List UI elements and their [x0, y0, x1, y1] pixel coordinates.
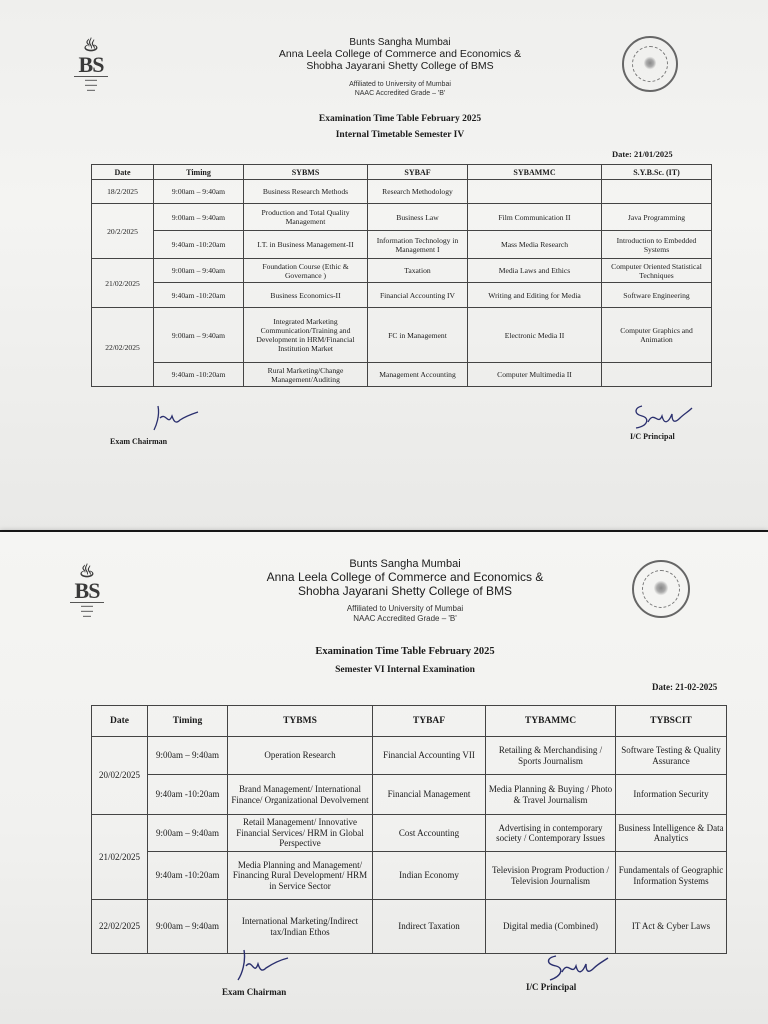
table-row: [92, 283, 712, 308]
header-course-1: SYBMS: [244, 165, 368, 180]
college-seal-icon: [622, 36, 678, 92]
table-row: [92, 775, 727, 815]
cell-subject: Management Accounting: [368, 363, 468, 387]
cell-subject: Digital media (Combined): [486, 900, 616, 954]
cell-subject: Information Security: [616, 775, 727, 815]
cell-timing: 9:00am – 9:40am: [154, 308, 244, 363]
naac-grade: NAAC Accredited Grade – 'B': [353, 614, 457, 623]
cell-subject: Advertising in contemporary society / Contemporary Issues: [486, 815, 616, 852]
lamp-flame-icon: ♨: [78, 561, 96, 581]
cell-timing: 9:40am -10:20am: [148, 775, 228, 815]
cell-timing: 9:40am -10:20am: [154, 283, 244, 308]
cell-date: 20/2/2025: [92, 204, 154, 259]
cell-subject: Research Methodology: [368, 180, 468, 204]
cell-subject: Computer Multimedia II: [468, 363, 602, 387]
cell-date: 22/02/2025: [92, 308, 154, 387]
principal-signature: [540, 950, 610, 986]
exam-chairman-label: Exam Chairman: [110, 437, 168, 446]
cell-subject: Business Law: [368, 204, 468, 231]
header-timing: Timing: [154, 165, 244, 180]
header-course-3: TYBAMMC: [486, 706, 616, 737]
lamp-flame-icon: ♨: [82, 35, 100, 55]
affiliation: Affiliated to University of Mumbai: [346, 604, 464, 613]
exam-chairman-signature: [232, 946, 292, 986]
cell-subject: Introduction to Embedded Systems: [602, 231, 712, 259]
table-row: [92, 259, 712, 283]
cell-timing: 9:00am – 9:40am: [154, 204, 244, 231]
table-row: [92, 180, 712, 204]
table-row: [92, 815, 727, 852]
cell-subject: Television Program Production / Television Journalism: [486, 852, 616, 900]
cell-subject: [602, 363, 712, 387]
table-row: [92, 231, 712, 259]
cell-subject: Software Engineering: [602, 283, 712, 308]
affiliation: Affiliated to University of Mumbai: [349, 81, 451, 88]
principal-label: I/C Principal: [630, 432, 675, 441]
timetable-table: [91, 164, 712, 387]
cell-timing: 9:00am – 9:40am: [154, 259, 244, 283]
cell-subject: Cost Accounting: [373, 815, 486, 852]
header-course-4: S.Y.B.Sc. (IT): [602, 165, 712, 180]
cell-timing: 9:00am – 9:40am: [148, 815, 228, 852]
cell-date: 21/02/2025: [92, 815, 148, 900]
header-course-4: TYBSCIT: [616, 706, 727, 737]
cell-date: 18/2/2025: [92, 180, 154, 204]
exam-subtitle: Internal Timetable Semester IV: [335, 130, 465, 140]
cell-subject: Java Programming: [602, 204, 712, 231]
header-date: Date: [92, 165, 154, 180]
cell-timing: 9:40am -10:20am: [154, 363, 244, 387]
cell-subject: Financial Management: [373, 775, 486, 815]
cell-subject: Retail Management/ Innovative Financial Services/ HRM in Global Perspective: [228, 815, 373, 852]
principal-label: I/C Principal: [526, 982, 577, 992]
table-row: [92, 308, 712, 363]
table-row: [92, 737, 727, 775]
exam-chairman-signature: [150, 402, 200, 436]
cell-subject: Business Research Methods: [244, 180, 368, 204]
cell-subject: Brand Management/ International Finance/ Organizational Devolvement: [228, 775, 373, 815]
cell-subject: FC in Management: [368, 308, 468, 363]
cell-subject: Mass Media Research: [468, 231, 602, 259]
table-row: [92, 363, 712, 387]
college-name-line2: Shobha Jayarani Shetty College of BMS: [306, 60, 494, 72]
logo-monogram: BS: [74, 54, 108, 77]
cell-subject: Business Intelligence & Data Analytics: [616, 815, 727, 852]
table-header-row: [92, 165, 712, 180]
header-course-2: TYBAF: [373, 706, 486, 737]
cell-timing: 9:00am – 9:40am: [148, 737, 228, 775]
cell-subject: Financial Accounting IV: [368, 283, 468, 308]
cell-date: 21/02/2025: [92, 259, 154, 308]
college-header: [200, 37, 600, 98]
cell-date: 20/02/2025: [92, 737, 148, 815]
cell-subject: Indirect Taxation: [373, 900, 486, 954]
cell-subject: Software Testing & Quality Assurance: [616, 737, 727, 775]
header-timing: Timing: [148, 706, 228, 737]
cell-date: 22/02/2025: [92, 900, 148, 954]
cell-timing: 9:00am – 9:40am: [154, 180, 244, 204]
cell-subject: Financial Accounting VII: [373, 737, 486, 775]
cell-subject: Computer Graphics and Animation: [602, 308, 712, 363]
org-name: Bunts Sangha Mumbai: [349, 558, 461, 570]
cell-subject: Fundamentals of Geographic Information Systems: [616, 852, 727, 900]
cell-subject: Film Communication II: [468, 204, 602, 231]
timetable-sheet-semester-vi: [0, 532, 768, 1024]
cell-subject: I.T. in Business Management-II: [244, 231, 368, 259]
college-header: [200, 558, 610, 624]
cell-subject: Computer Oriented Statistical Techniques: [602, 259, 712, 283]
exam-title: Examination Time Table February 2025: [318, 114, 482, 124]
cell-subject: Indian Economy: [373, 852, 486, 900]
cell-subject: [468, 180, 602, 204]
cell-timing: 9:00am – 9:40am: [148, 900, 228, 954]
cell-subject: Media Planning and Management/ Financing Rural Development/ HRM in Service Sector: [228, 852, 373, 900]
issue-date: Date: 21/01/2025: [612, 149, 673, 159]
college-logo: ♨ BS ▬▬▬ ▬▬▬ ▬▬: [70, 562, 104, 618]
table-row: [92, 852, 727, 900]
cell-subject: International Marketing/Indirect tax/Indian Ethos: [228, 900, 373, 954]
header-date: Date: [92, 706, 148, 737]
cell-subject: Production and Total Quality Management: [244, 204, 368, 231]
cell-subject: Information Technology in Management I: [368, 231, 468, 259]
cell-subject: Writing and Editing for Media: [468, 283, 602, 308]
cell-subject: Media Planning & Buying / Photo & Travel Journalism: [486, 775, 616, 815]
college-name-line1: Anna Leela College of Commerce and Economics &: [266, 570, 544, 584]
cell-subject: Integrated Marketing Communication/Training and Development in HRM/Financial Institution Market: [244, 308, 368, 363]
principal-signature: [628, 400, 694, 434]
issue-date: Date: 21-02-2025: [652, 682, 718, 692]
table-header-row: [92, 706, 727, 737]
college-name-line2: Shobha Jayarani Shetty College of BMS: [297, 584, 513, 598]
naac-grade: NAAC Accredited Grade – 'B': [354, 90, 446, 97]
table-row: [92, 900, 727, 954]
cell-subject: Business Economics-II: [244, 283, 368, 308]
exam-title: Examination Time Table February 2025: [315, 646, 495, 657]
cell-subject: [602, 180, 712, 204]
org-name: Bunts Sangha Mumbai: [349, 37, 451, 48]
cell-timing: 9:40am -10:20am: [154, 231, 244, 259]
cell-subject: Foundation Course (Ethic & Governance ): [244, 259, 368, 283]
cell-subject: IT Act & Cyber Laws: [616, 900, 727, 954]
exam-chairman-label: Exam Chairman: [222, 987, 287, 997]
cell-timing: 9:40am -10:20am: [148, 852, 228, 900]
exam-subtitle: Semester VI Internal Examination: [335, 665, 475, 675]
timetable-table: [91, 705, 727, 954]
cell-subject: Retailing & Merchandising / Sports Journalism: [486, 737, 616, 775]
logo-monogram: BS: [70, 580, 104, 603]
cell-subject: Electronic Media II: [468, 308, 602, 363]
header-course-2: SYBAF: [368, 165, 468, 180]
college-logo: ♨ BS ▬▬▬ ▬▬▬ ▬▬: [74, 36, 108, 92]
table-row: [92, 204, 712, 231]
cell-subject: Media Laws and Ethics: [468, 259, 602, 283]
header-course-1: TYBMS: [228, 706, 373, 737]
college-seal-icon: [632, 560, 690, 618]
cell-subject: Taxation: [368, 259, 468, 283]
college-name-line1: Anna Leela College of Commerce and Economics &: [278, 48, 522, 60]
cell-subject: Operation Research: [228, 737, 373, 775]
header-course-3: SYBAMMC: [468, 165, 602, 180]
cell-subject: Rural Marketing/Change Management/Auditing: [244, 363, 368, 387]
